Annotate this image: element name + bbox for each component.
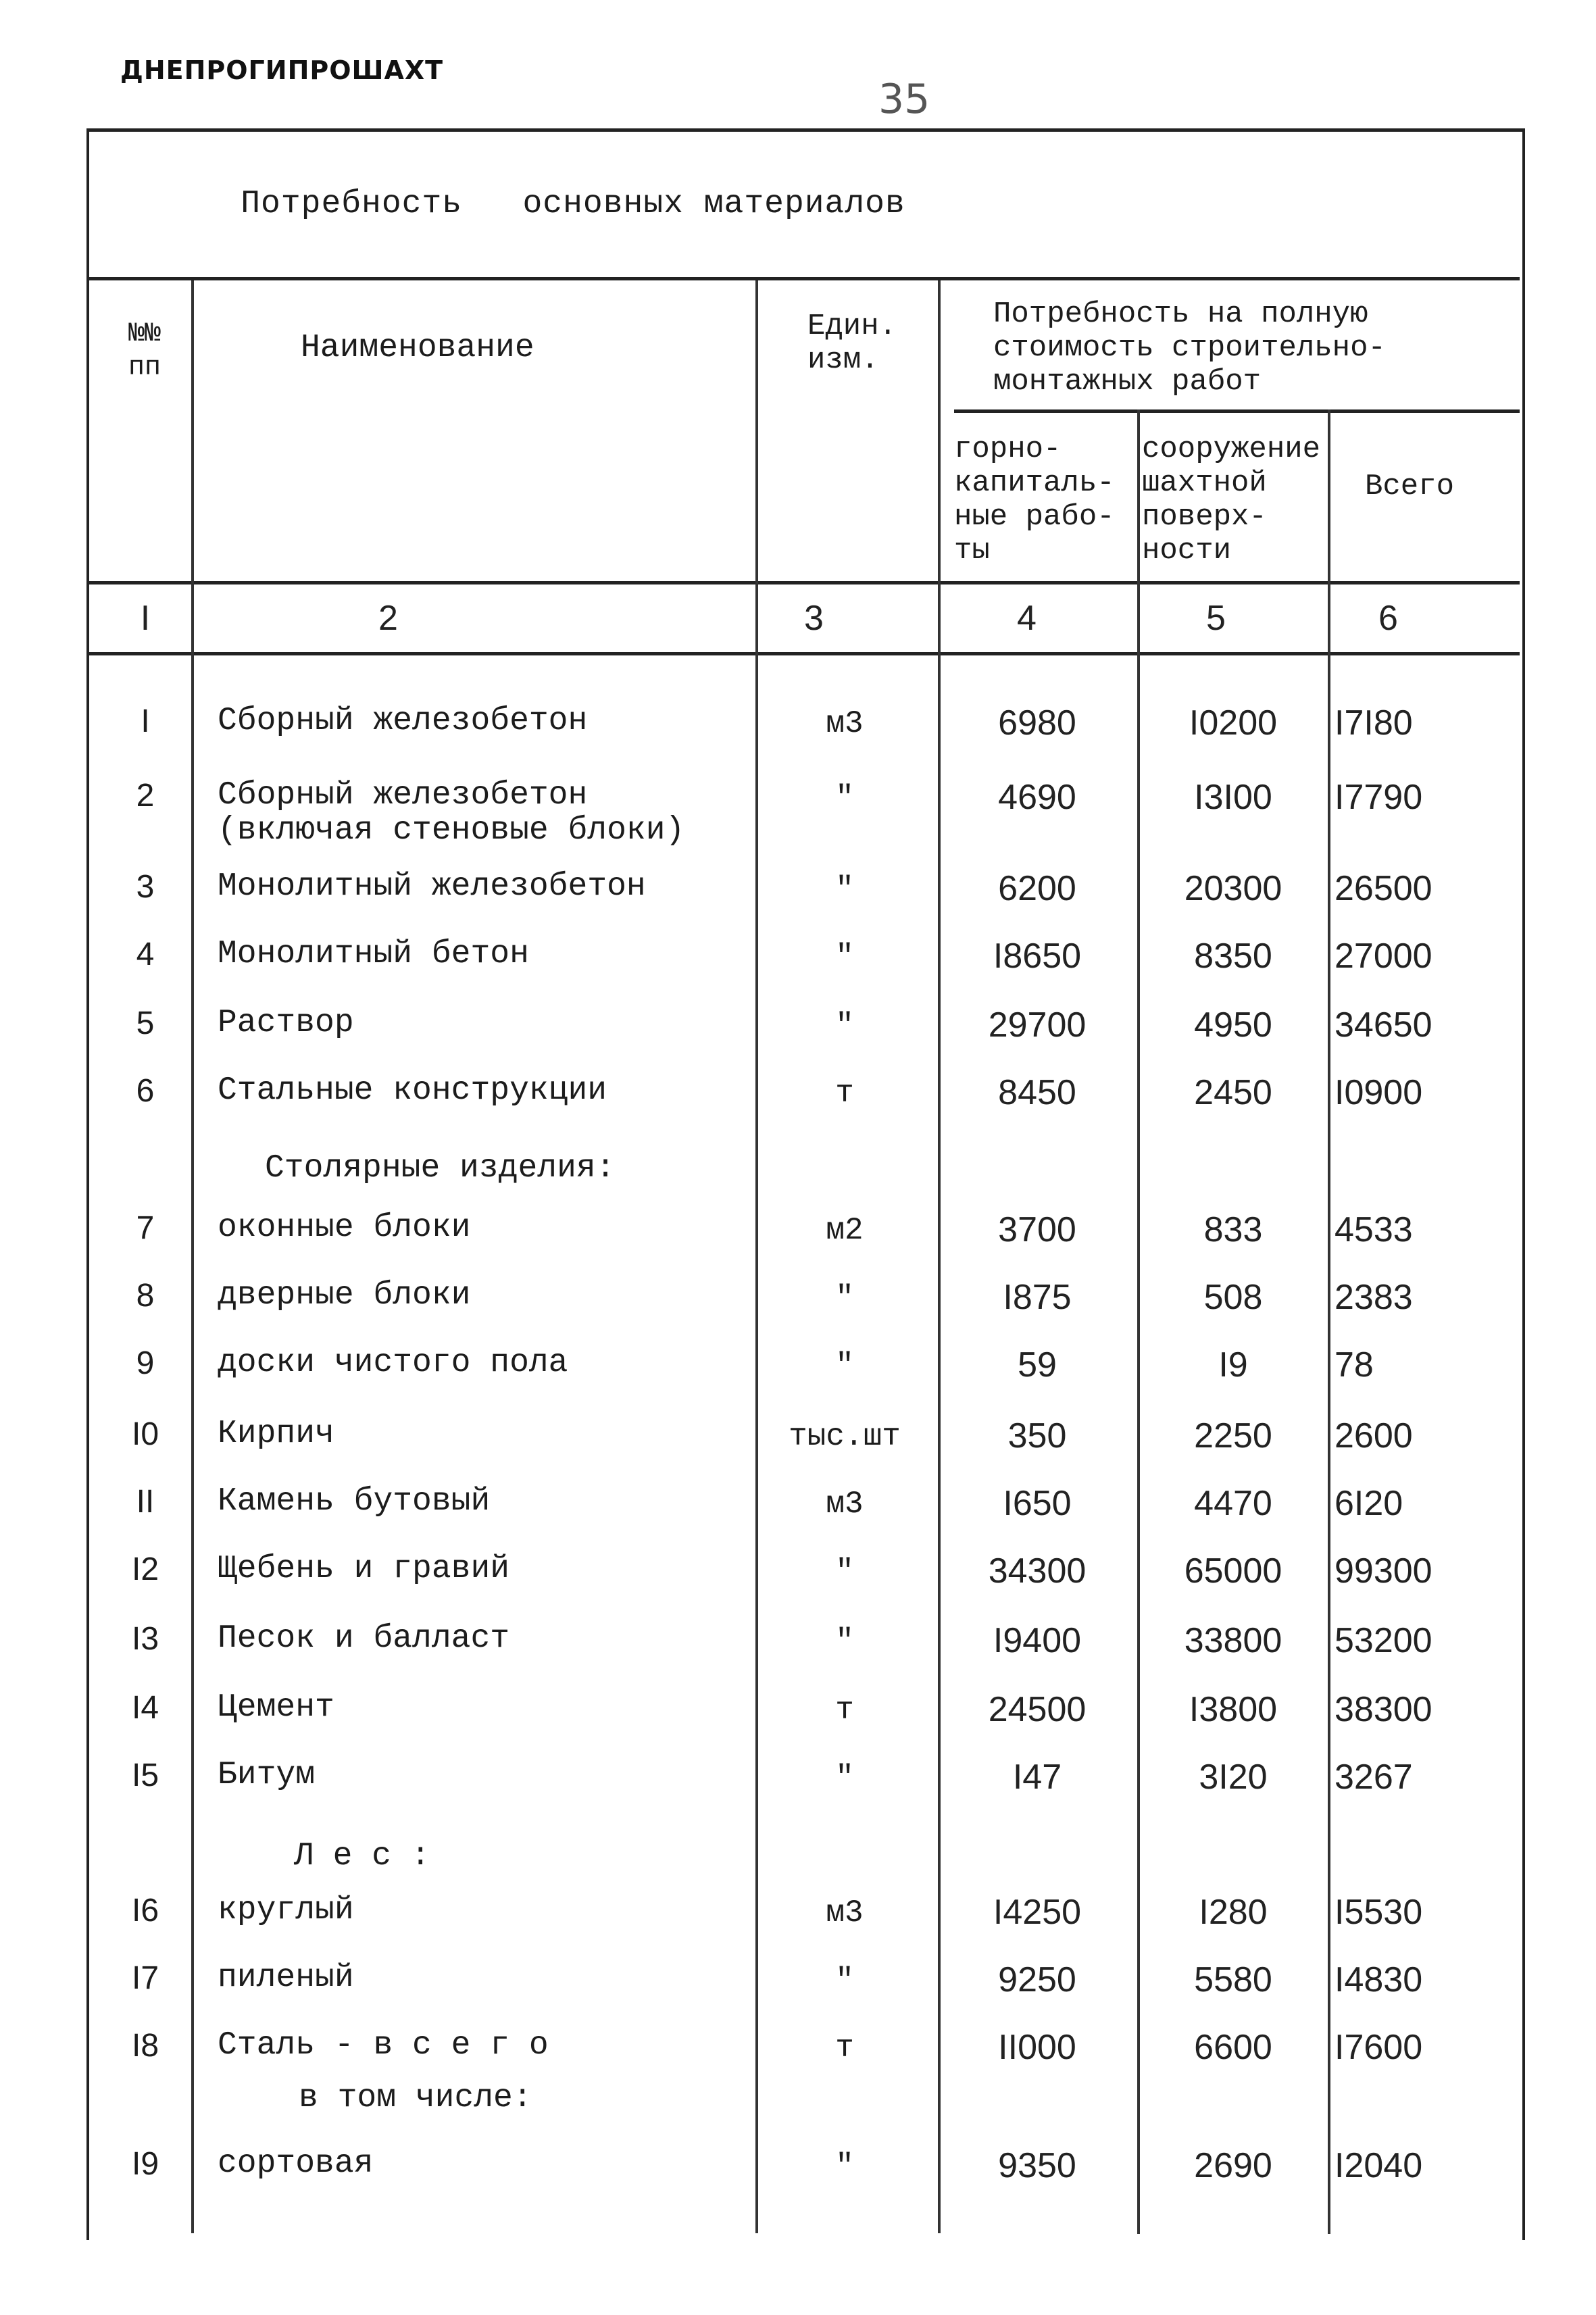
- row-unit: ": [835, 1760, 854, 1795]
- col-sep-1: [191, 280, 194, 2233]
- row-surface-works: I3I00: [1194, 778, 1272, 817]
- row-number: I6: [131, 1893, 159, 1928]
- organization-stamp: ДНЕПРОГИПРОШАХТ: [120, 55, 444, 85]
- row-unit: ": [835, 1008, 854, 1043]
- col-index-2: 2: [378, 599, 398, 638]
- row-mining-works: I650: [1003, 1484, 1072, 1523]
- row-unit: м2: [826, 1213, 864, 1248]
- row-number: 3: [136, 869, 155, 905]
- col-sep-3: [938, 280, 941, 2233]
- table-title: Потребность основных материалов: [241, 186, 905, 222]
- row-unit: т: [835, 1693, 854, 1728]
- row-mining-works: 8450: [998, 1073, 1076, 1112]
- row-name: Сталь - в с е г о: [218, 2027, 549, 2064]
- row-number: 6: [136, 1073, 155, 1109]
- row-surface-works: I3800: [1189, 1690, 1278, 1729]
- row-total: I7790: [1335, 778, 1423, 817]
- row-name: Монолитный железобетон: [218, 868, 646, 905]
- section-incl: в том числе:: [299, 2080, 532, 2116]
- row-surface-works: 833: [1203, 1210, 1263, 1249]
- row-name: Камень бутовый: [218, 1483, 491, 1520]
- row-surface-works: 2690: [1194, 2146, 1272, 2185]
- row-total: I0900: [1335, 1073, 1423, 1112]
- header-col5: сооружение шахтной поверх- ности: [1142, 432, 1321, 568]
- row-mining-works: I875: [1003, 1278, 1072, 1317]
- row-surface-works: 20300: [1184, 869, 1282, 908]
- row-number: 9: [136, 1345, 155, 1381]
- row-mining-works: II000: [998, 2028, 1076, 2067]
- header-col4: горно- капиталь- ные рабо- ты: [954, 432, 1115, 568]
- row-mining-works: I47: [1012, 1758, 1062, 1797]
- row-name: Монолитный бетон: [218, 936, 529, 972]
- row-unit: ": [835, 1554, 854, 1589]
- row-unit: м3: [826, 706, 864, 741]
- page-number: 35: [878, 76, 930, 123]
- row-total: 53200: [1335, 1621, 1432, 1660]
- row-unit: ": [835, 939, 854, 974]
- row-number: I7: [131, 1960, 159, 1996]
- row-name: Песок и балласт: [218, 1620, 510, 1657]
- row-number: I3: [131, 1621, 159, 1657]
- row-surface-works: 2250: [1194, 1416, 1272, 1455]
- row-mining-works: I9400: [993, 1621, 1082, 1660]
- row-number: I9: [131, 2146, 159, 2182]
- row-mining-works: 3700: [998, 1210, 1076, 1249]
- row-number: I4: [131, 1690, 159, 1726]
- row-mining-works: 6980: [998, 703, 1076, 743]
- row-name: Щебень и гравий: [218, 1551, 510, 1587]
- col-sep-2: [755, 280, 758, 2233]
- header-group: Потребность на полную стоимость строительно- монтажных работ: [993, 297, 1386, 399]
- row-surface-works: 4950: [1194, 1005, 1272, 1045]
- header-name: Наименование: [301, 330, 534, 366]
- row-name: Стальные конструкции: [218, 1072, 607, 1109]
- row-number: I8: [131, 2028, 159, 2064]
- row-unit: т: [835, 2031, 854, 2066]
- row-surface-works: 6600: [1194, 2028, 1272, 2067]
- header-num: №№ пп: [128, 319, 161, 383]
- col-sep-5: [1328, 409, 1330, 2234]
- row-total: 3267: [1335, 1758, 1413, 1797]
- row-number: 8: [136, 1278, 155, 1314]
- row-mining-works: 9350: [998, 2146, 1076, 2185]
- row-unit: ": [835, 1348, 854, 1383]
- row-unit: ": [835, 1624, 854, 1659]
- row-mining-works: 59: [1018, 1345, 1057, 1385]
- row-total: 34650: [1335, 1005, 1432, 1045]
- header-unit: Един. изм.: [807, 309, 897, 377]
- header-col6: Всего: [1365, 470, 1455, 503]
- row-mining-works: 29700: [988, 1005, 1087, 1045]
- rule-under-header: [86, 581, 1520, 584]
- row-total: I5530: [1335, 1893, 1423, 1932]
- row-number: I2: [131, 1551, 159, 1587]
- row-name: Раствор: [218, 1005, 354, 1041]
- row-total: I2040: [1335, 2146, 1423, 2185]
- row-unit: м3: [826, 1487, 864, 1522]
- row-total: I4830: [1335, 1960, 1423, 1999]
- row-total: 4533: [1335, 1210, 1413, 1249]
- row-name: Сборный железобетон: [218, 777, 588, 814]
- row-surface-works: 508: [1203, 1278, 1263, 1317]
- row-total: 38300: [1335, 1690, 1432, 1729]
- row-total: 27000: [1335, 937, 1432, 976]
- col-index-3: 3: [804, 599, 824, 638]
- row-mining-works: 4690: [998, 778, 1076, 817]
- row-name: Цемент: [218, 1689, 334, 1726]
- row-surface-works: 3I20: [1199, 1758, 1268, 1797]
- row-name: сортовая: [218, 2145, 374, 2182]
- row-total: 2600: [1335, 1416, 1413, 1455]
- row-surface-works: 33800: [1184, 1621, 1282, 1660]
- col-index-5: 5: [1206, 599, 1226, 638]
- row-unit: ": [835, 2149, 854, 2184]
- row-unit: тыс.шт: [789, 1419, 901, 1454]
- row-mining-works: I4250: [993, 1893, 1082, 1932]
- row-number: I5: [131, 1758, 159, 1793]
- row-name: пиленый: [218, 1960, 354, 1996]
- row-total: 2383: [1335, 1278, 1413, 1317]
- row-name: дверные блоки: [218, 1277, 471, 1314]
- row-number: 7: [136, 1210, 155, 1246]
- row-mining-works: 6200: [998, 869, 1076, 908]
- row-unit: ": [835, 780, 854, 816]
- col-sep-4: [1137, 409, 1140, 2234]
- row-total: I7I80: [1335, 703, 1413, 743]
- row-name-continued: (включая стеновые блоки): [218, 812, 685, 849]
- col-index-6: 6: [1378, 599, 1398, 638]
- row-total: 99300: [1335, 1551, 1432, 1591]
- row-number: 4: [136, 937, 155, 972]
- row-surface-works: 4470: [1194, 1484, 1272, 1523]
- row-name: круглый: [218, 1892, 354, 1928]
- row-total: 6I20: [1335, 1484, 1403, 1523]
- row-surface-works: 8350: [1194, 937, 1272, 976]
- row-name: Кирпич: [218, 1416, 334, 1452]
- row-number: 2: [136, 778, 155, 814]
- col-index-4: 4: [1017, 599, 1037, 638]
- row-name: Сборный железобетон: [218, 703, 588, 739]
- row-surface-works: 5580: [1194, 1960, 1272, 1999]
- row-number: II: [136, 1484, 155, 1520]
- row-total: 26500: [1335, 869, 1432, 908]
- col-index-1: I: [140, 599, 151, 638]
- row-total: 78: [1335, 1345, 1374, 1385]
- row-name: оконные блоки: [218, 1210, 471, 1246]
- section-timber: Л е с :: [294, 1838, 430, 1874]
- rule-under-group: [954, 409, 1520, 413]
- section-joinery: Столярные изделия:: [265, 1150, 616, 1187]
- row-total: I7600: [1335, 2028, 1423, 2067]
- row-surface-works: I280: [1199, 1893, 1268, 1932]
- row-mining-works: I8650: [993, 937, 1082, 976]
- row-unit: м3: [826, 1895, 864, 1931]
- rule-under-title: [86, 277, 1520, 280]
- row-number: I: [141, 703, 150, 739]
- row-unit: т: [835, 1076, 854, 1111]
- row-name: доски чистого пола: [218, 1345, 568, 1381]
- row-unit: ": [835, 872, 854, 907]
- row-mining-works: 9250: [998, 1960, 1076, 1999]
- row-unit: ": [835, 1280, 854, 1316]
- row-surface-works: 65000: [1184, 1551, 1282, 1591]
- row-number: I0: [131, 1416, 159, 1452]
- row-surface-works: I9: [1218, 1345, 1248, 1385]
- row-unit: ": [835, 1963, 854, 1998]
- row-mining-works: 24500: [988, 1690, 1087, 1729]
- row-mining-works: 34300: [988, 1551, 1087, 1591]
- row-surface-works: I0200: [1189, 703, 1278, 743]
- row-mining-works: 350: [1007, 1416, 1067, 1455]
- row-name: Битум: [218, 1757, 316, 1793]
- row-surface-works: 2450: [1194, 1073, 1272, 1112]
- rule-under-index: [86, 652, 1520, 655]
- row-number: 5: [136, 1005, 155, 1041]
